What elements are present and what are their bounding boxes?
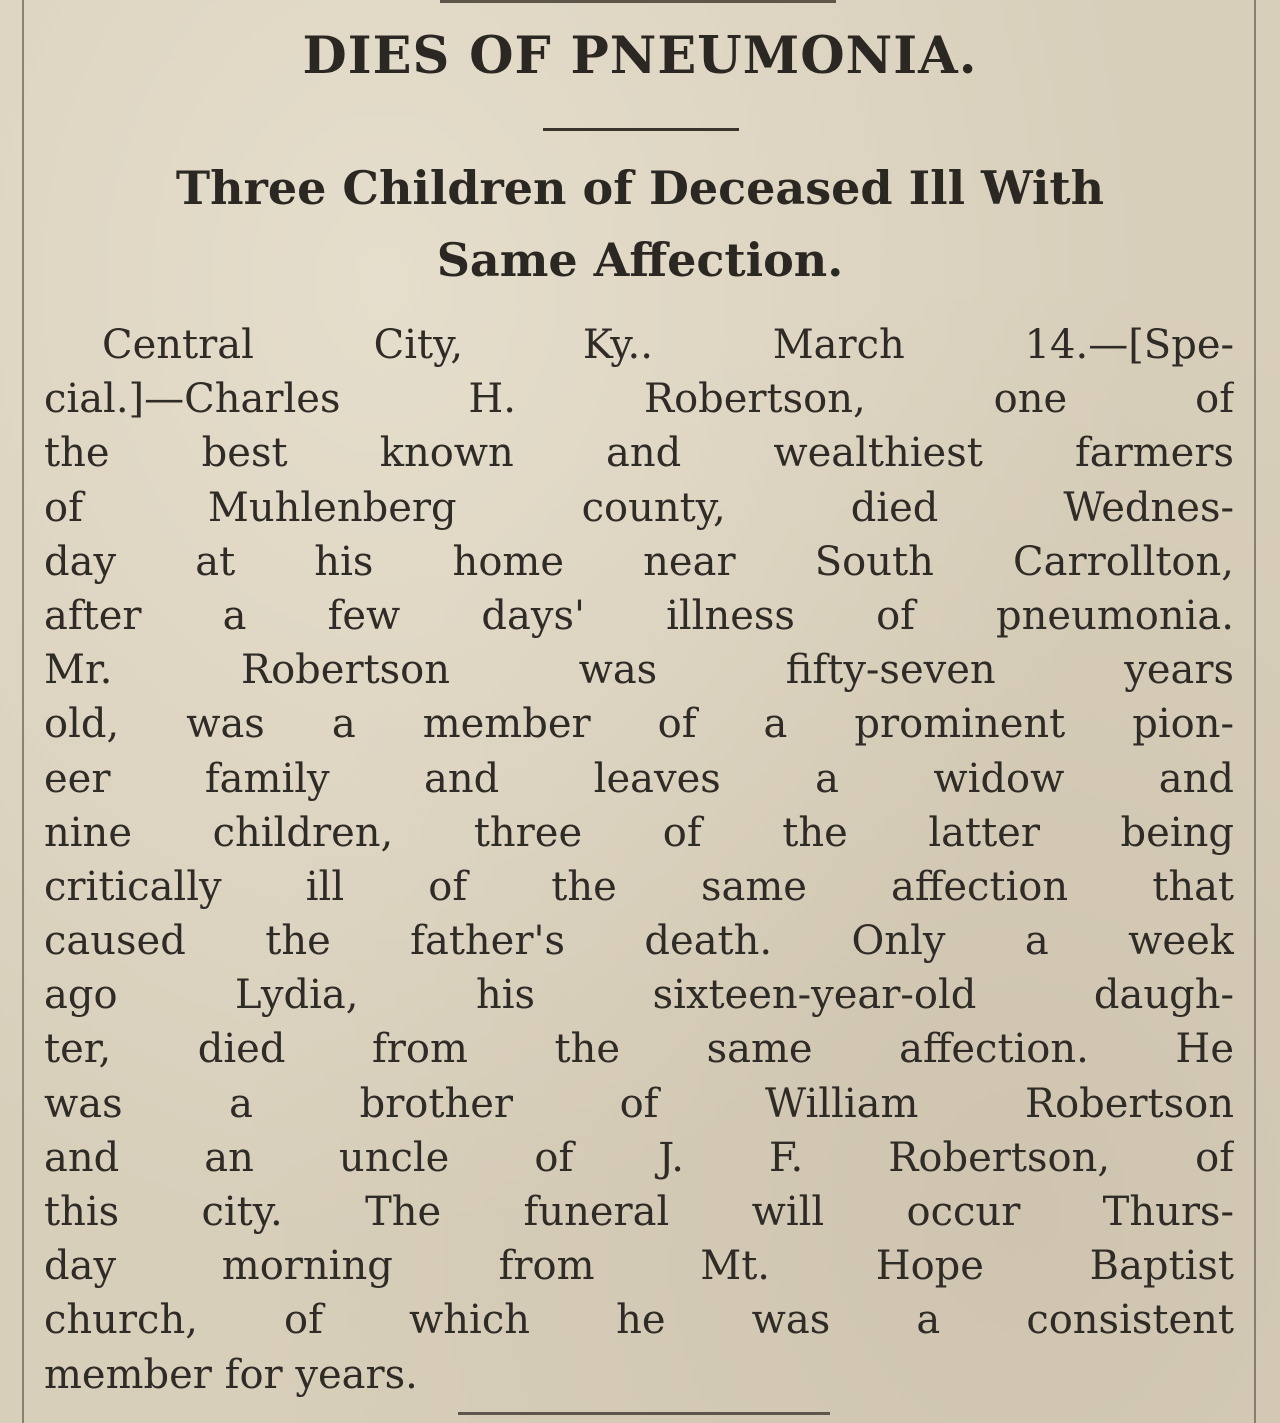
left-column-rule bbox=[22, 0, 24, 1423]
body-line: ter, died from the same affection. He bbox=[44, 1026, 1234, 1073]
body-line: after a few days' illness of pneumonia. bbox=[44, 592, 1234, 639]
body-line: caused the father's death. Only a week bbox=[44, 918, 1234, 965]
body-line: Central City, Ky.. March 14.—[Spe- bbox=[102, 322, 1234, 368]
bottom-column-rule bbox=[458, 1412, 830, 1415]
body-line: the best known and wealthiest farmers bbox=[44, 430, 1234, 477]
subhead-line: Three Children of Deceased Ill With bbox=[175, 161, 1105, 215]
body-line: nine children, three of the latter being bbox=[44, 809, 1234, 856]
body-line: eer family and leaves a widow and bbox=[44, 755, 1234, 802]
body-line: of Muhlenberg county, died Wednes- bbox=[44, 484, 1234, 531]
body-line: was a brother of William Robertson bbox=[44, 1080, 1234, 1127]
body-line: Mr. Robertson was fifty-seven years bbox=[44, 647, 1234, 694]
subheadline bbox=[40, 152, 1240, 296]
body-line: this city. The funeral will occur Thurs- bbox=[44, 1189, 1234, 1235]
body-line: day at his home near South Carrollton, bbox=[44, 538, 1234, 585]
body-line: critically ill of the same affection that bbox=[44, 863, 1234, 910]
body-line: old, was a member of a prominent pion- bbox=[44, 701, 1234, 748]
article-body bbox=[44, 318, 1234, 1402]
headline: DIES OF PNEUMONIA. bbox=[302, 26, 978, 86]
body-line: member for years. bbox=[44, 1351, 418, 1398]
body-line: cial.]—Charles H. Robertson, one of bbox=[44, 376, 1234, 423]
right-column-rule bbox=[1254, 0, 1256, 1423]
body-line: ago Lydia, his sixteen-year-old daugh- bbox=[44, 972, 1234, 1019]
body-line: church, of which he was a consistent bbox=[44, 1297, 1234, 1344]
body-line: and an uncle of J. F. Robertson, of bbox=[44, 1134, 1234, 1181]
subhead-line: Same Affection. bbox=[436, 233, 844, 287]
top-column-rule bbox=[440, 0, 836, 3]
headline-divider bbox=[543, 128, 739, 131]
body-line: day morning from Mt. Hope Baptist bbox=[44, 1243, 1234, 1290]
